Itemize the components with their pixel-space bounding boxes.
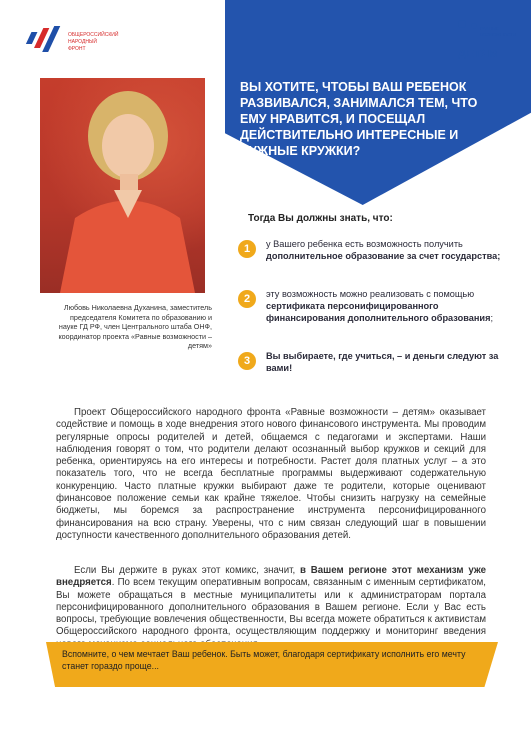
headline: ВЫ ХОТИТЕ, ЧТОБЫ ВАШ РЕБЕНОК РАЗВИВАЛСЯ, ЗАНИМАЛСЯ ТЕМ, ЧТО ЕМУ НРАВИТСЯ, И ПОСЕЩАЛ ДЕЙСТВИТЕЛЬНО ИНТЕРЕСНЫЕ И НУЖНЫЕ КРУЖКИ? <box>240 80 478 158</box>
portrait-photo <box>40 78 205 293</box>
svg-text:ОБЩЕРОССИЙСКИЙ: ОБЩЕРОССИЙСКИЙ <box>68 32 119 38</box>
banner-text: Вспомните, о чем мечтает Ваш ребенок. Быть может, благодаря сертификату исполнить его мечту станет гораздо проще... <box>62 649 466 671</box>
body-paragraph-1: Проект Общероссийского народного фронта «Равные возможности – детям» оказывает содействие и помощь в ходе внедрения этого нового финансового инструмента. Мы проводим регулярные опросы родителей и детей, общаемся с педагогами и экспертами. Наши наблюдения говорят о том, что родители делают осознанный выбор кружков и секций для ребенка, ориентируясь на его интересы и потребности. Растет доля платных услуг – а это показатель того, что не всегда бесплатные программы выдерживают содержательную конкуренцию. Часто платные кружки выбирают даже те родители, которые оценивают финансовое положение семьи как крайне тяжелое. Чтобы снизить нагрузку на семейные бюджеты, мы боремся за распространение инструмента персонифицированного финансирования на всю страну. Уверены, что с ним связан следующий шаг в повышении доступности качественного дополнительного образования детей. <box>56 407 486 541</box>
page: ОБЩЕРОССИЙСКИЙ НАРОДНЫЙ ФРОНТ РАВНЫЕ ВОЗМОЖНОСТИ ДЕТЯМ ВЫ ХОТИТЕ, ЧТОБЫ ВАШ РЕБЕНОК РАЗВИВАЛСЯ, ЗАНИМАЛСЯ ТЕМ, ЧТО ЕМУ НРАВИТСЯ, И ПОСЕЩАЛ ДЕЙСТВИТЕЛЬНО ИНТЕРЕСНЫЕ И НУЖНЫЕ КРУЖКИ? Любовь Николаевна Духанина, заместитель председателя Комитета по образованию и науке ГД РФ, член Центрального штаба ОНФ, координатор проекта «Равные возможности – детям» Тогда Вы должны знать, что: 1 у Вашего ребенка есть возможность получить дополнительное образование за счет государства; 2 эту возможность можно реализовать с помощью сертификата персонифицированного финансирования дополнительного образования; 3 Вы выбираете, где учиться, – и деньги следуют за вами! Проект Общероссийского народного фронта «Равные возможности – детям» оказывает содействие и помощь в ходе внедрения этого нового финансового инструмента. Мы проводим регулярные опросы родителей и детей, общаемся с педагогами и экспертами. Наши наблюдения говорят о том, что родители делают осознанный выбор кружков и секций для ребенка, ориентируясь на его интересы и потребности. Растет доля платных услуг – а это показатель того, что не всегда бесплатные программы выдерживают содержательную конкуренцию. Часто платные кружки выбирают даже те родители, которые оценивают финансовое положение семьи как крайне тяжелое. Чтобы снизить нагрузку на семейные бюджеты, мы боремся за распространение инструмента персонифицированного финансирования на всю страну. Уверены, что с ним связан следующий шаг в повышении доступности качественного дополнительного образования детей. Если Вы держите в руках этот комикс, значит, в Вашем регионе этот механизм уже внедряется. По всем текущим оперативным вопросам, связанным с именным сертификатом, Вы можете обращаться в местные муниципалитеты или к администраторам портала персонифицированного дополнительного образования в Вашем регионе. Если у Вас есть вопросы, требующие вовлечения общественности, Вы всегда можете обратиться к активистам Общероссийского народного фронта, осуществляющим поддержку и мониторинг введения Вспомните, о чем мечтает Ваш ребенок. Быть может, благодаря сертификату исполнить его мечту станет гораздо проще... <box>0 0 531 749</box>
number-badge: 1 <box>238 240 256 258</box>
logo-tagline: ДЕТЯМ <box>458 48 500 60</box>
know-title: Тогда Вы должны знать, что: <box>248 213 393 224</box>
svg-text:ВОЗМОЖНОСТИ: ВОЗМОЖНОСТИ <box>480 32 517 37</box>
children-icon <box>448 16 517 48</box>
person-silhouette <box>40 78 205 293</box>
svg-text:ФРОНТ: ФРОНТ <box>68 46 86 52</box>
svg-text:НАРОДНЫЙ: НАРОДНЫЙ <box>68 39 97 45</box>
portrait-caption: Любовь Николаевна Духанина, заместитель председателя Комитета по образованию и науке ГД РФ, член Центрального штаба ОНФ, координатор проекта «Равные возможности – детям» <box>58 303 212 350</box>
body-paragraph-2: Если Вы держите в руках этот комикс, значит, в Вашем регионе этот механизм уже внедряется. По всем текущим оперативным вопросам, связанным с именным сертификатом, Вы можете обращаться в местные муниципалитеты или к администраторам портала персонифицированного дополнительного образования в Вашем регионе. Если у Вас есть вопросы, требующие вовлечения общественности, Вы всегда можете обратиться к активистам Общероссийского народного фронта, осуществляющим поддержку и мониторинг введения <box>56 565 486 638</box>
equal-opportunities-logo <box>448 16 517 64</box>
svg-text:РАВНЫЕ: РАВНЫЕ <box>480 26 499 31</box>
number-badge: 3 <box>238 352 256 370</box>
number-badge: 2 <box>238 290 256 308</box>
onf-logo <box>38 18 119 58</box>
